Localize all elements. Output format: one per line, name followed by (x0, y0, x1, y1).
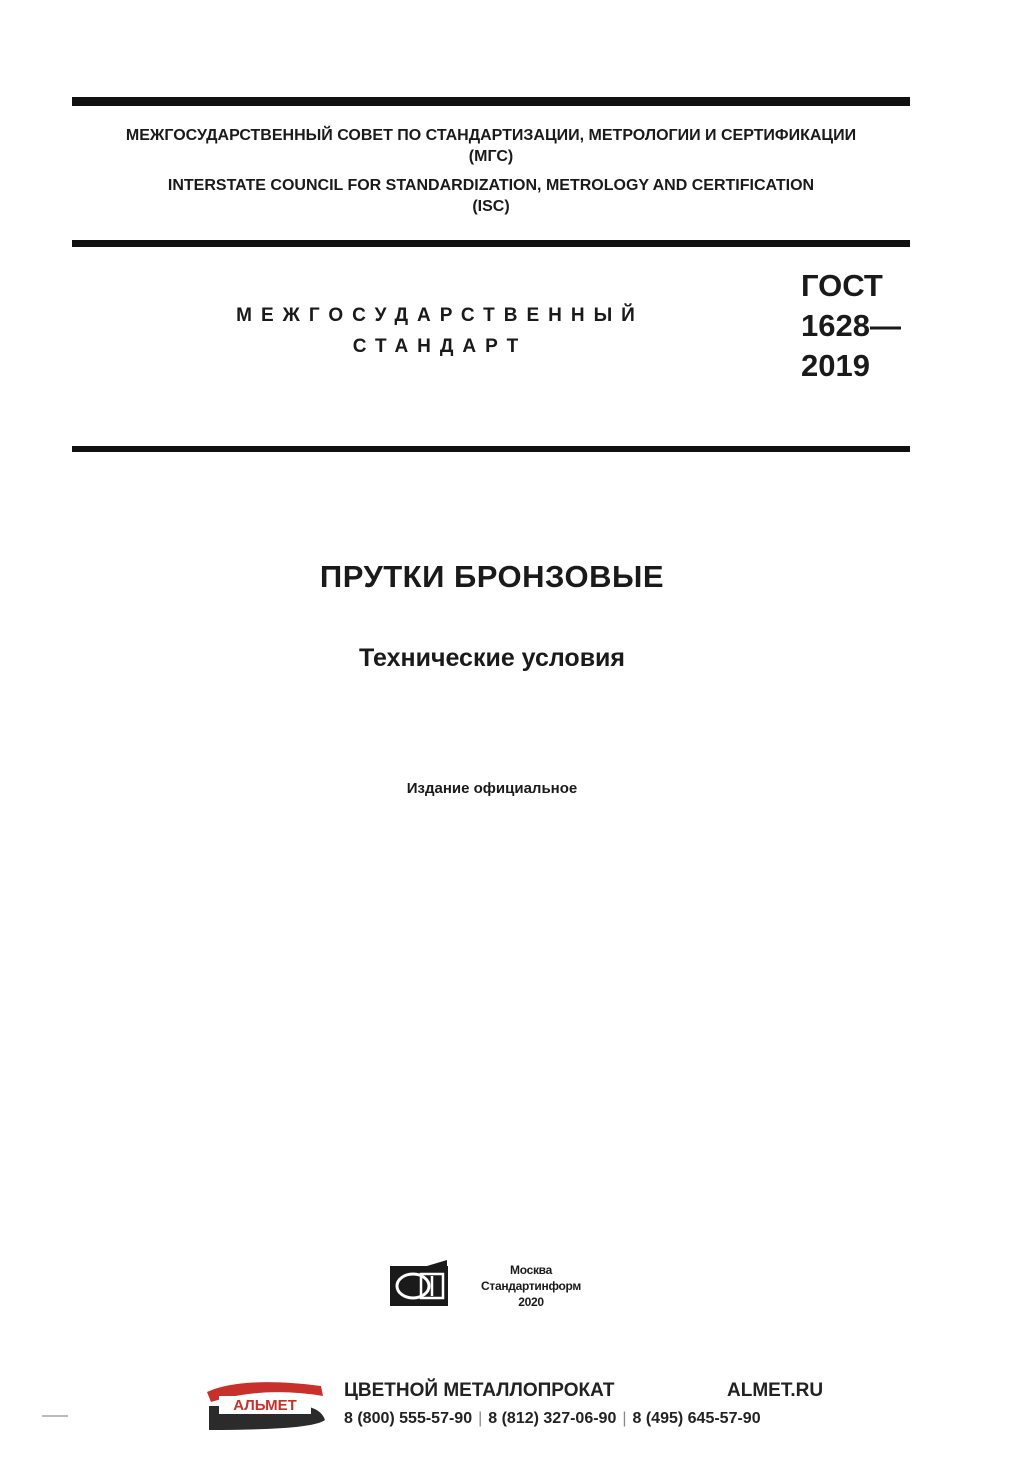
document-title: ПРУТКИ БРОНЗОВЫЕ (319, 559, 665, 594)
gost-number: 1628— (801, 308, 901, 343)
council-ru-block (72, 125, 910, 167)
scan-mark (42, 1415, 68, 1417)
publisher-city: Москва (510, 1263, 552, 1277)
document-subtitle: Технические условия (358, 644, 626, 672)
standard-type (200, 300, 680, 362)
gost-designation (801, 266, 901, 386)
council-ru-abbr: (МГС) (468, 148, 514, 165)
top-rule (72, 97, 910, 106)
phone-separator: | (622, 1410, 627, 1427)
council-ru-name: МЕЖГОСУДАРСТВЕННЫЙ СОВЕТ ПО СТАНДАРТИЗАЦИИ, МЕТРОЛОГИИ И СЕРТИФИКАЦИИ (125, 127, 857, 144)
standard-type-line1: МЕЖГОСУДАРСТВЕННЫЙ (236, 305, 644, 326)
almet-logo-icon (203, 1378, 329, 1432)
council-en-name: INTERSTATE COUNCIL FOR STANDARDIZATION, METROLOGY AND CERTIFICATION (167, 177, 815, 194)
bottom-rule (72, 446, 910, 452)
almet-logo-text: АЛЬМЕТ (233, 1397, 297, 1414)
publisher-name: Стандартинформ (481, 1279, 581, 1293)
almet-heading: ЦВЕТНОЙ МЕТАЛЛОПРОКАТ (344, 1380, 615, 1401)
council-en-block (72, 175, 910, 217)
standartinform-logo-icon (389, 1260, 449, 1308)
phone-1[interactable]: 8 (800) 555-57-90 (344, 1410, 473, 1427)
standard-type-line2: СТАНДАРТ (352, 336, 528, 357)
middle-rule (72, 240, 910, 247)
publisher-year: 2020 (518, 1295, 544, 1309)
almet-site-link[interactable]: ALMET.RU (727, 1380, 824, 1401)
gost-label: ГОСТ (801, 268, 883, 303)
gost-year: 2019 (801, 348, 870, 383)
phone-3[interactable]: 8 (495) 645-57-90 (632, 1410, 761, 1427)
council-en-abbr: (ISC) (472, 198, 510, 215)
edition-note: Издание официальное (406, 780, 578, 797)
publisher-imprint (462, 1262, 600, 1310)
phone-2[interactable]: 8 (812) 327-06-90 (488, 1410, 617, 1427)
almet-phones (344, 1410, 761, 1428)
phone-separator: | (478, 1410, 483, 1427)
